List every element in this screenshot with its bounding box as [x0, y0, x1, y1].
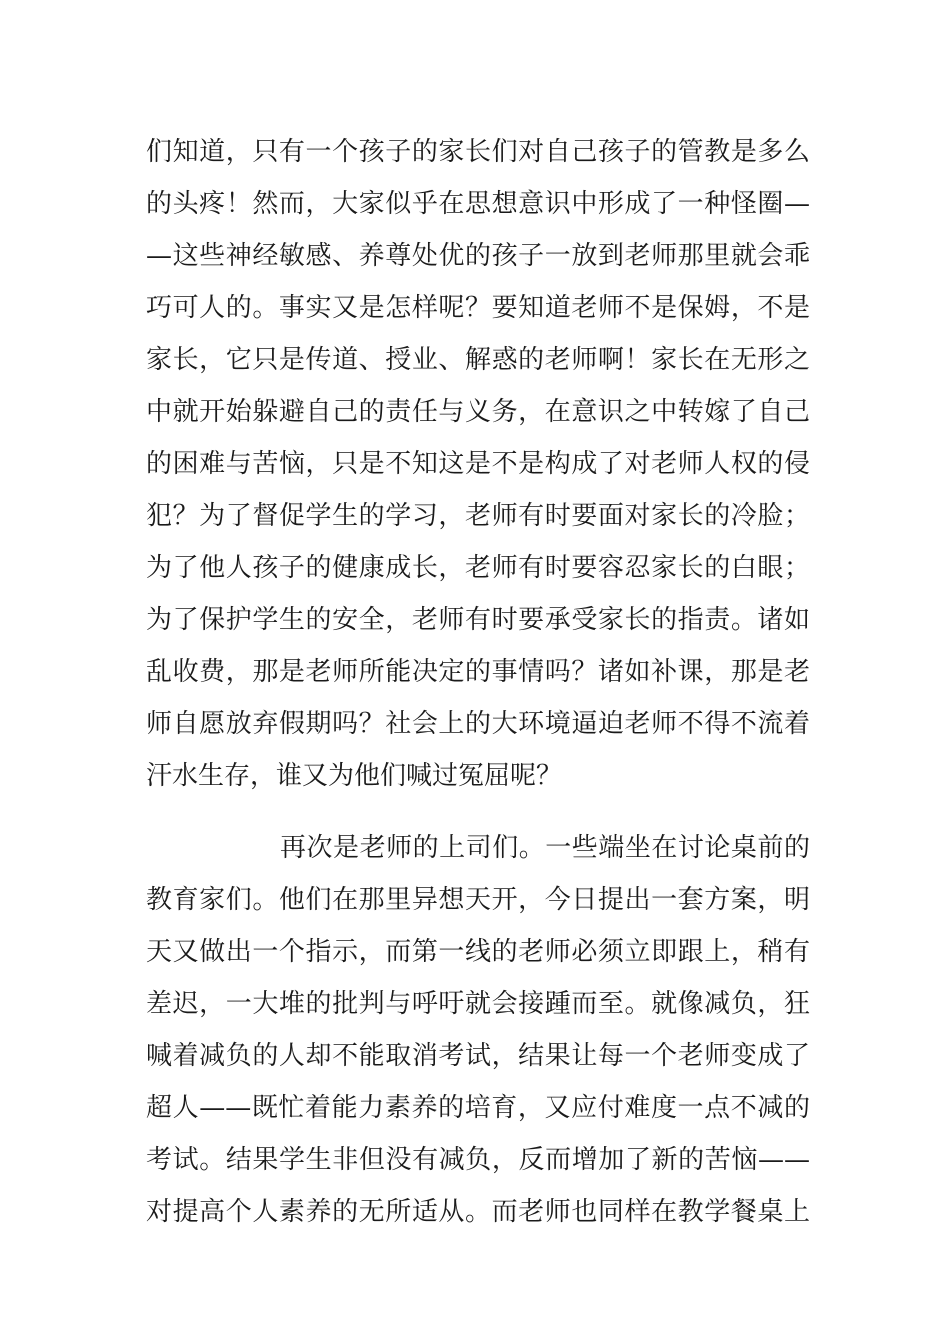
text-line: 超人——既忙着能力素养的培育，又应付难度一点不减的 [146, 1093, 810, 1123]
text-line: 中就开始躲避自己的责任与义务，在意识之中转嫁了自己 [146, 397, 810, 427]
text-line: 巧可人的。事实又是怎样呢？要知道老师不是保姆，不是 [146, 293, 810, 323]
paragraph-1 [146, 126, 810, 802]
text-line: 天又做出一个指示，而第一线的老师必须立即跟上，稍有 [146, 937, 810, 967]
text-line: 为了保护学生的安全，老师有时要承受家长的指责。诸如 [146, 605, 810, 635]
paragraph-2 [146, 822, 810, 1238]
text-line: 对提高个人素养的无所适从。而老师也同样在教学餐桌上 [146, 1197, 810, 1227]
text-line: —这些神经敏感、养尊处优的孩子一放到老师那里就会乖 [146, 241, 810, 271]
text-line: 们知道，只有一个孩子的家长们对自己孩子的管教是多么 [146, 137, 810, 167]
text-line: 差迟，一大堆的批判与呼吁就会接踵而至。就像减负，狂 [146, 989, 810, 1019]
text-line: 的困难与苦恼，只是不知这是不是构成了对老师人权的侵 [146, 449, 810, 479]
text-line: 犯？为了督促学生的学习，老师有时要面对家长的冷脸； [146, 501, 810, 531]
text-line: 喊着减负的人却不能取消考试，结果让每一个老师变成了 [146, 1041, 810, 1071]
text-line: 再次是老师的上司们。一些端坐在讨论桌前的 [280, 833, 810, 863]
text-line: 为了他人孩子的健康成长，老师有时要容忍家长的白眼； [146, 553, 810, 583]
text-line: 教育家们。他们在那里异想天开，今日提出一套方案，明 [146, 885, 810, 915]
text-line: 的头疼！然而，大家似乎在思想意识中形成了一种怪圈— [146, 189, 810, 219]
text-line: 师自愿放弃假期吗？社会上的大环境逼迫老师不得不流着 [146, 709, 810, 739]
text-line: 乱收费，那是老师所能决定的事情吗？诸如补课，那是老 [146, 657, 810, 687]
text-line: 考试。结果学生非但没有减负，反而增加了新的苦恼—— [146, 1145, 810, 1175]
text-line: 家长，它只是传道、授业、解惑的老师啊！家长在无形之 [146, 345, 810, 375]
text-line: 汗水生存，谁又为他们喊过冤屈呢？ [146, 761, 563, 791]
